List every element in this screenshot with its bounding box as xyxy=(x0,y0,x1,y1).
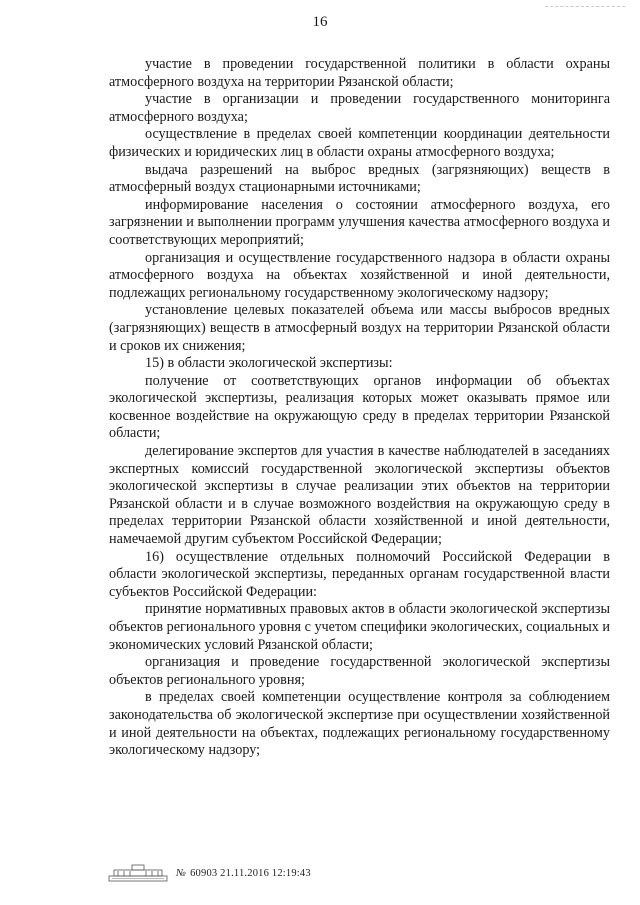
number-sign: № xyxy=(176,867,187,879)
paragraph: организация и осуществление государственного надзора в области охраны атмосферного воздуха на объектах хозяйственной и иной деятельности, подлежащих региональному государственному экологическому надзору; xyxy=(109,249,610,301)
registration-info xyxy=(176,868,311,879)
paragraph: информирование населения о состоянии атмосферного воздуха, его загрязнении и выполнении программ улучшения качества атмосферного воздуха и соответствующих мероприятий; xyxy=(109,196,610,248)
paragraph: участие в организации и проведении государственного мониторинга атмосферного воздуха; xyxy=(109,91,610,125)
section-heading-15: 15) в области экологической экспертизы: xyxy=(145,355,393,372)
paragraph: делегирование экспертов для участия в качестве наблюдателей в заседаниях экспертных комиссий государственной экологической экспертизы объектов экологической экспертизы в случае реализации этих объектов на территории Рязанской области и в случае возможного воздействия на окружающую среду в пределах территории Рязанской области хозяйственной и иной деятельности, намечаемой другим субъектом Российской Федерации; xyxy=(109,443,610,548)
paragraph: установление целевых показателей объема или массы выбросов вредных (загрязняющих) веществ в атмосферный воздух на территории Рязанской области и сроков их снижения; xyxy=(109,302,610,354)
document-body xyxy=(109,56,610,760)
scan-artifact xyxy=(545,6,625,9)
document-footer xyxy=(108,862,311,884)
paragraph: организация и проведение государственной экологической экспертизы объектов регионального уровня; xyxy=(109,654,610,688)
paragraph: осуществление в пределах своей компетенции координации деятельности физических и юридических лиц в области охраны атмосферного воздуха; xyxy=(109,126,610,160)
paragraph: участие в проведении государственной политики в области охраны атмосферного воздуха на территории Рязанской области; xyxy=(109,56,610,90)
paragraph: получение от соответствующих органов информации об объектах экологической экспертизы, реализация которых может оказывать прямое или косвенное воздействие на окружающую среду в пределах территории Рязанской области; xyxy=(109,372,610,442)
section-heading-16: 16) осуществление отдельных полномочий Российской Федерации в области экологической экспертизы, переданных органам государственной власти субъектов Российской Федерации: xyxy=(109,548,610,600)
registry-stamp-logo xyxy=(108,863,168,883)
paragraph: принятие нормативных правовых актов в области экологической экспертизы объектов регионального уровня с учетом специфики экологических, социальных и экономических условий Рязанской области; xyxy=(109,601,610,653)
registration-number-timestamp: 60903 21.11.2016 12:19:43 xyxy=(190,867,311,879)
paragraph: выдача разрешений на выброс вредных (загрязняющих) веществ в атмосферный воздух стационарными источниками; xyxy=(109,161,610,196)
paragraph: в пределах своей компетенции осуществление контроля за соблюдением законодательства об экологической экспертизе при осуществлении хозяйственной и иной деятельности на объектах, подлежащих региональному государственному экологическому надзору; xyxy=(109,689,610,759)
page-number: 16 xyxy=(312,14,328,30)
